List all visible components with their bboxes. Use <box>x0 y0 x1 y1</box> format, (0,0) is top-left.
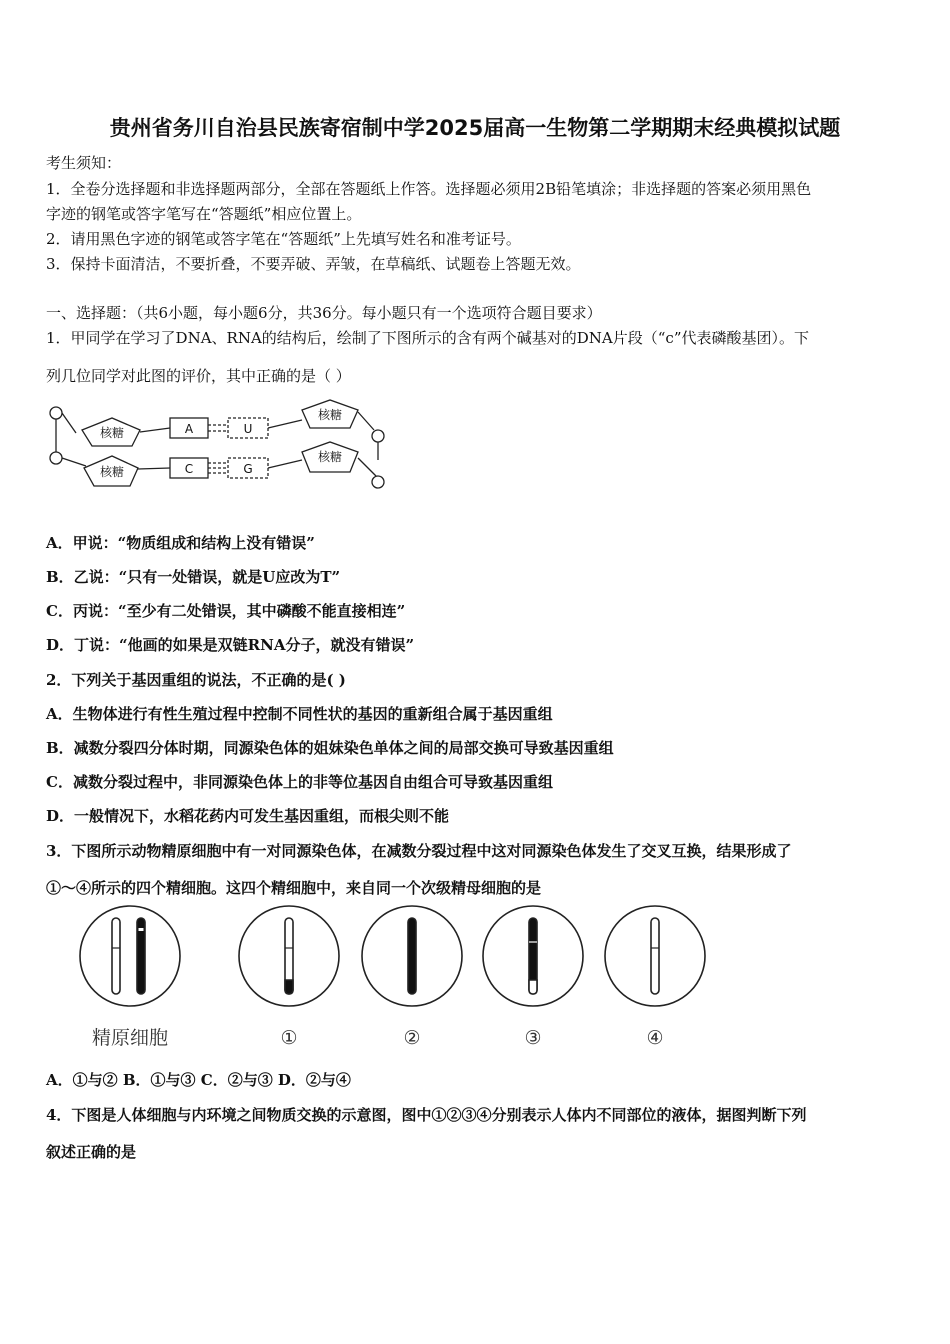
phosphate-circle <box>50 452 62 464</box>
cell-label: ② <box>403 1027 421 1049</box>
sugar-label: 核糖 <box>317 408 343 422</box>
base-label-g: G <box>243 462 253 476</box>
notice-item: 3．保持卡面清洁，不要折叠，不要弄破、弄皱，在草稿纸、试题卷上答题无效。 <box>46 255 581 273</box>
sugar-label: 核糖 <box>317 450 343 464</box>
notice-item: 2．请用黑色字迹的钢笔或答字笔在“答题纸”上先填写姓名和准考证号。 <box>46 230 521 248</box>
cell-label: ① <box>280 1027 298 1049</box>
q1-option-d[interactable]: D．丁说：“他画的如果是双链RNA分子，就没有错误” <box>46 636 415 654</box>
q3-stem: 3．下图所示动物精原细胞中有一对同源染色体，在减数分裂过程中这对同源染色体发生了交叉互换，结果形成了 <box>46 842 792 860</box>
phosphate-circle <box>50 407 62 419</box>
sugar-label: 核糖 <box>99 426 125 440</box>
page-title: 贵州省务川自治县民族寄宿制中学2025届高一生物第二学期期末经典模拟试题 <box>109 116 841 140</box>
notice-heading: 考生须知： <box>46 154 122 172</box>
sperm-cell-diagram <box>74 904 710 1054</box>
q4-stem: 4．下图是人体细胞与内环境之间物质交换的示意图，图中①②③④分别表示人体内不同部位的液体，据图判断下列 <box>46 1106 807 1124</box>
q2-option-a[interactable]: A．生物体进行有性生殖过程中控制不同性状的基因的重新组合属于基因重组 <box>46 705 553 723</box>
chromosome-black <box>408 918 416 994</box>
q3-stem: ①～④所示的四个精细胞。这四个精细胞中，来自同一个次级精母细胞的是 <box>46 879 542 897</box>
chromosome-white <box>651 918 659 994</box>
q2-option-d[interactable]: D．一般情况下，水稻花药内可发生基因重组，而根尖则不能 <box>46 807 450 825</box>
q2-option-b[interactable]: B．减数分裂四分体时期，同源染色体的姐妹染色单体之间的局部交换可导致基因重组 <box>46 739 614 757</box>
q2-stem: 2．下列关于基因重组的说法，不正确的是( ) <box>46 671 346 689</box>
q1-option-a[interactable]: A．甲说：“物质组成和结构上没有错误” <box>46 534 315 552</box>
cell-label: ③ <box>524 1027 542 1049</box>
chromosome-white <box>112 918 120 994</box>
notice-item: 1．全卷分选择题和非选择题两部分，全部在答题纸上作答。选择题必须用2B铅笔填涂；非选择题的答案必须用黑色 <box>46 180 812 198</box>
cell-circle <box>80 906 180 1006</box>
sugar-label: 核糖 <box>99 465 125 479</box>
cell-label: ④ <box>646 1027 664 1049</box>
q2-option-c[interactable]: C．减数分裂过程中，非同源染色体上的非等位基因自由组合可导致基因重组 <box>46 773 553 791</box>
phosphate-circle <box>372 476 384 488</box>
q1-stem: 1．甲同学在学习了DNA、RNA的结构后，绘制了下图所示的含有两个碱基对的DNA片段（“c”代表磷酸基团）。下 <box>46 329 810 347</box>
q3-options[interactable]: A．①与② B．①与③ C．②与③ D．②与④ <box>46 1071 351 1089</box>
q1-option-c[interactable]: C．丙说：“至少有二处错误，其中磷酸不能直接相连” <box>46 602 406 620</box>
phosphate-circle <box>372 430 384 442</box>
q1-stem: 列几位同学对此图的评价，其中正确的是（ ） <box>46 367 351 385</box>
cell-label: 精原细胞 <box>91 1027 169 1049</box>
dna-fragment-diagram <box>40 398 400 494</box>
base-label-c: C <box>184 462 194 476</box>
notice-item: 字迹的钢笔或答字笔写在“答题纸”相应位置上。 <box>46 205 362 223</box>
base-label-u: U <box>243 422 253 436</box>
q4-stem: 叙述正确的是 <box>46 1143 137 1161</box>
section-heading: 一、选择题：（共6小题，每小题6分，共36分。每小题只有一个选项符合题目要求） <box>46 304 602 322</box>
base-label-a: A <box>184 422 194 436</box>
q1-option-b[interactable]: B．乙说：“只有一处错误，就是U应改为T” <box>46 568 341 586</box>
